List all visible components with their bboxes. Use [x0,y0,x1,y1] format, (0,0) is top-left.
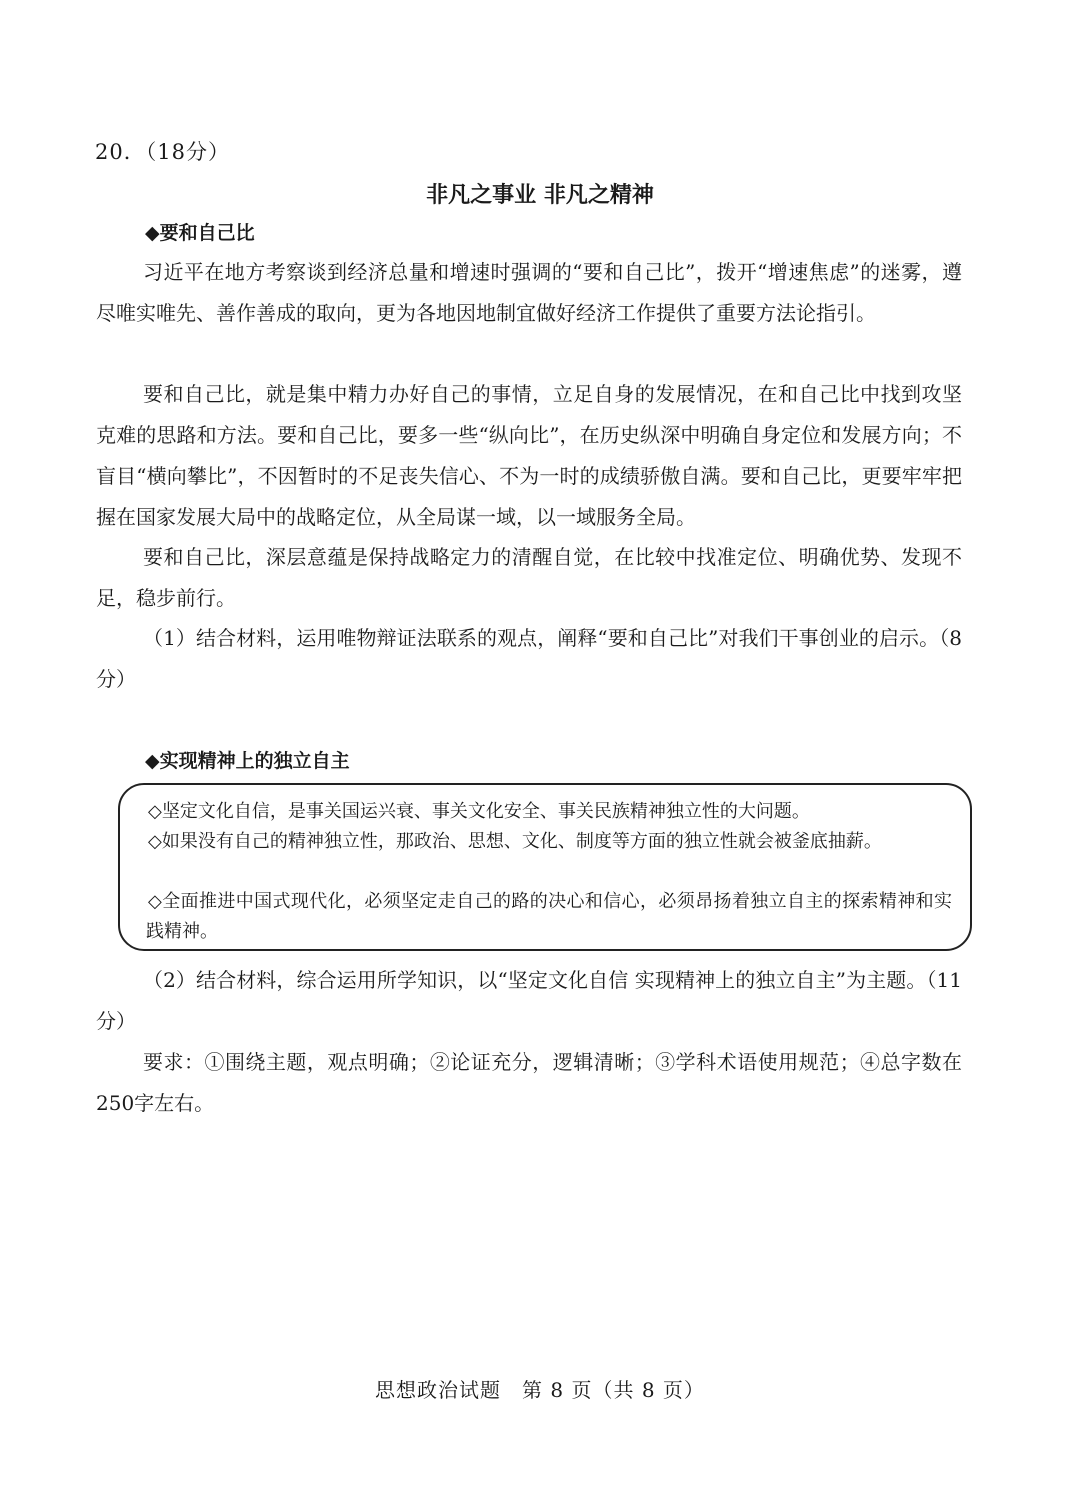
material-paragraph: 要和自己比，深层意蕴是保持战略定力的清醒自觉，在比较中找准定位、明确优势、发现不足，稳步前行。 [96,545,962,610]
sub-question-1: （1）结合材料，运用唯物辩证法联系的观点，阐释“要和自己比”对我们干事创业的启示。（8分） [96,626,962,691]
page-footer: 思想政治试题 第 8 页（共 8 页） [375,1378,705,1402]
material-box [118,783,972,951]
material-paragraph: 要和自己比，就是集中精力办好自己的事情，立足自身的发展情况，在和自己比中找到攻坚克难的思路和方法。要和自己比，要多一些“纵向比”，在历史纵深中明确自身定位和发展方向；不盲目“横向攀比”，不因暂时的不足丧失信心、不为一时的成绩骄傲自满。要和自己比，更要牢牢把握在国家发展大局中的战略定位，从全局谋一域，以一域服务全局。 [96,382,962,529]
requirements: 要求：①围绕主题，观点明确；②论证充分，逻辑清晰；③学科术语使用规范；④总字数在250字左右。 [96,1050,962,1115]
box-item: ◇全面推进中国式现代化，必须坚定走自己的路的决心和信心，必须昂扬着独立自主的探索精神和实践精神。 [146,891,952,942]
sub-question-2: （2）结合材料，综合运用所学知识，以“坚定文化自信 实现精神上的独立自主”为主题。（11分） [96,968,962,1033]
section-heading-2: ◆实现精神上的独立自主 [145,750,350,772]
box-item: ◇如果没有自己的精神独立性，那政治、思想、文化、制度等方面的独立性就会被釜底抽薪。 [148,831,882,852]
material-paragraph: 习近平在地方考察谈到经济总量和增速时强调的“要和自己比”，拨开“增速焦虑”的迷雾，遵尽唯实唯先、善作善成的取向，更为各地因地制宜做好经济工作提供了重要方法论指引。 [96,260,962,325]
section-heading-1: ◆要和自己比 [145,222,255,244]
box-item: ◇坚定文化自信，是事关国运兴衰、事关文化安全、事关民族精神独立性的大问题。 [148,801,810,822]
question-number: 20．（18分） [95,140,230,164]
material-title: 非凡之事业 非凡之精神 [426,183,654,208]
